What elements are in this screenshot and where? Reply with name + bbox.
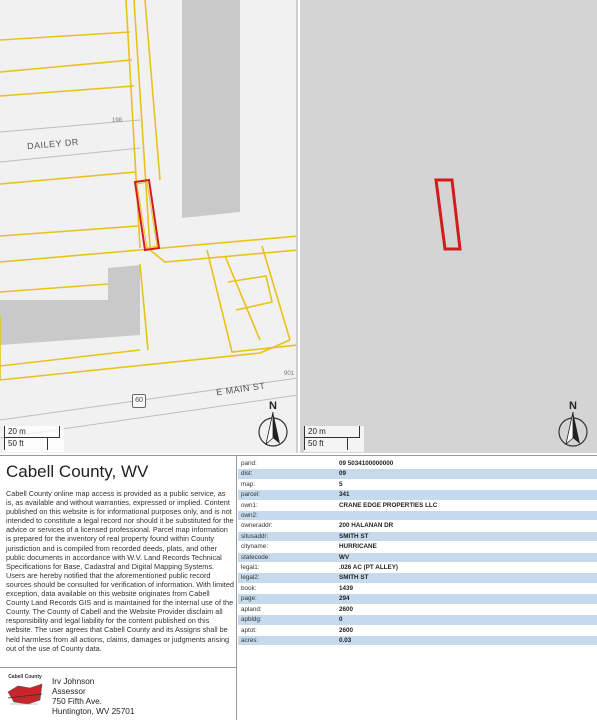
road-label-e-main-st: E MAIN ST <box>215 380 266 398</box>
attribute-key: own1: <box>238 500 336 510</box>
attribute-row <box>238 521 597 531</box>
attribute-row <box>238 625 597 635</box>
contact-city: Huntington, WV 25701 <box>52 707 135 716</box>
attribute-row <box>238 531 597 541</box>
parcel-map-left[interactable] <box>0 0 298 453</box>
parcel-line <box>0 226 138 236</box>
attribute-key: apland: <box>238 604 336 614</box>
attribute-key: owneraddr: <box>238 521 336 531</box>
attribute-value: 09 <box>336 469 597 479</box>
attribute-row <box>238 635 597 645</box>
county-title: Cabell County, WV <box>6 462 149 481</box>
parcel-line <box>126 0 140 248</box>
assessor-contact <box>52 677 134 717</box>
attribute-key: apbldg: <box>238 615 336 625</box>
scale-feet: 50 ft <box>4 438 48 450</box>
attribute-key: aptot: <box>238 625 336 635</box>
parcel-line <box>140 264 148 350</box>
attribute-row <box>238 604 597 614</box>
attribute-key: parid: <box>238 459 336 469</box>
scale-feet: 50 ft <box>304 438 348 450</box>
north-arrow-icon <box>556 400 590 448</box>
scale-meters: 20 m <box>304 426 360 438</box>
county-panel <box>0 456 237 720</box>
attribute-row <box>238 500 597 510</box>
building-footprint <box>182 0 240 218</box>
parcel-line <box>228 276 272 310</box>
attribute-value: WV <box>336 552 597 562</box>
attribute-key: acres: <box>238 635 336 645</box>
attribute-key: parcel: <box>238 490 336 500</box>
building-footprint <box>0 265 140 345</box>
attribute-row <box>238 615 597 625</box>
attribute-value: 09 5034100000000 <box>336 459 597 469</box>
county-logo <box>4 674 46 712</box>
attribute-value: HURRICANE <box>336 542 597 552</box>
attribute-key: map: <box>238 479 336 489</box>
attribute-value: 200 HALANAN DR <box>336 521 597 531</box>
parcel-line <box>0 284 108 292</box>
attribute-value: 294 <box>336 594 597 604</box>
contact-name: Irv Johnson <box>52 677 95 686</box>
attribute-key: own2: <box>238 511 336 521</box>
attribute-value: SMITH ST <box>336 573 597 583</box>
attribute-row <box>238 459 597 469</box>
parcel-line <box>0 340 290 380</box>
map-canvas-right[interactable] <box>300 0 597 453</box>
parcel-line <box>225 256 260 340</box>
parcel-line <box>207 250 298 352</box>
north-arrow-icon <box>256 400 290 448</box>
parcel-line <box>0 60 132 72</box>
attribute-key: page: <box>238 594 336 604</box>
parcel-line <box>0 172 136 184</box>
attribute-key: situsaddr: <box>238 531 336 541</box>
attribute-row <box>238 583 597 593</box>
attribute-key: legal1: <box>238 563 336 573</box>
attribute-row <box>238 479 597 489</box>
attribute-key: book: <box>238 583 336 593</box>
parcel-attribute-table <box>238 459 597 646</box>
attribute-value: 0 <box>336 615 597 625</box>
attribute-value: .026 AC (PT ALLEY) <box>336 563 597 573</box>
parcel-line <box>0 32 130 40</box>
route-shield-icon: 60 <box>132 394 146 408</box>
attribute-value: SMITH ST <box>336 531 597 541</box>
attribute-row <box>238 511 597 521</box>
disclaimer-text: Cabell County online map access is provided as a public service, as is, as available and without warranties, expressed or implied. Content published on this website is for informational purposes only, and is not intended to constitute a legal record nor should it be substituted for the advice or services of a licensed professional. Parcel map information is prepared for the inventory of real property found within County jurisdiction and is compiled from recorded deeds, plats, and other public documents in accordance with W.V. Land Records Technical Specifications for Base, Cadastral and Digital Mapping Systems. Users are hereby notified that the aforementioned public record sources should be consulted for verification of information. With limited exception, data available on this website originates from Cabell County Land Records GIS and is maintained for the internal use of the County. The County of Cabell and the Website Provider disclaim all responsibility and legal liability for the content published on this website. The user agrees that Cabell County and its Assigns shall be held harmless from all actions, claims, damages or judgments arising out of the use of County data. <box>6 489 234 653</box>
attribute-key: statecode: <box>238 552 336 562</box>
attribute-row <box>238 542 597 552</box>
attribute-key: legal2: <box>238 573 336 583</box>
address-number: 901 <box>284 371 295 377</box>
attribute-value <box>336 511 597 521</box>
attribute-row <box>238 594 597 604</box>
selected-parcel <box>436 180 460 249</box>
attribute-value: 0.03 <box>336 635 597 645</box>
contact-title: Assessor <box>52 687 86 696</box>
compass-icon <box>256 412 290 448</box>
attribute-key: dist: <box>238 469 336 479</box>
parcel-map-right[interactable] <box>300 0 597 453</box>
attribute-value: 1439 <box>336 583 597 593</box>
attribute-row <box>238 563 597 573</box>
parcel-line <box>0 350 140 366</box>
scale-bar <box>304 426 364 452</box>
contact-street: 750 Fifth Ave. <box>52 697 102 706</box>
parcel-line <box>0 86 134 96</box>
scale-bar <box>4 426 64 452</box>
address-number: 198 <box>112 118 123 124</box>
info-panel <box>0 455 597 720</box>
north-letter: N <box>569 400 577 412</box>
attribute-value: 2600 <box>336 604 597 614</box>
north-letter: N <box>269 400 277 412</box>
compass-icon <box>556 412 590 448</box>
attribute-row <box>238 573 597 583</box>
parcel-line <box>262 246 290 340</box>
attribute-value: CRANE EDGE PROPERTIES LLC <box>336 500 597 510</box>
attribute-row <box>238 469 597 479</box>
parcel-line <box>145 0 160 180</box>
attribute-key: cityname: <box>238 542 336 552</box>
scale-meters: 20 m <box>4 426 60 438</box>
divider <box>0 667 237 668</box>
attribute-value: 5 <box>336 479 597 489</box>
attribute-row <box>238 552 597 562</box>
attribute-rows <box>238 459 597 646</box>
parcel-line <box>150 250 298 262</box>
attribute-row <box>238 490 597 500</box>
attribute-value: 2600 <box>336 625 597 635</box>
logo-text: Cabell County <box>8 674 42 680</box>
road-edge <box>0 148 140 162</box>
attribute-value: 341 <box>336 490 597 500</box>
road-label-dailey-dr: DAILEY DR <box>26 136 80 152</box>
